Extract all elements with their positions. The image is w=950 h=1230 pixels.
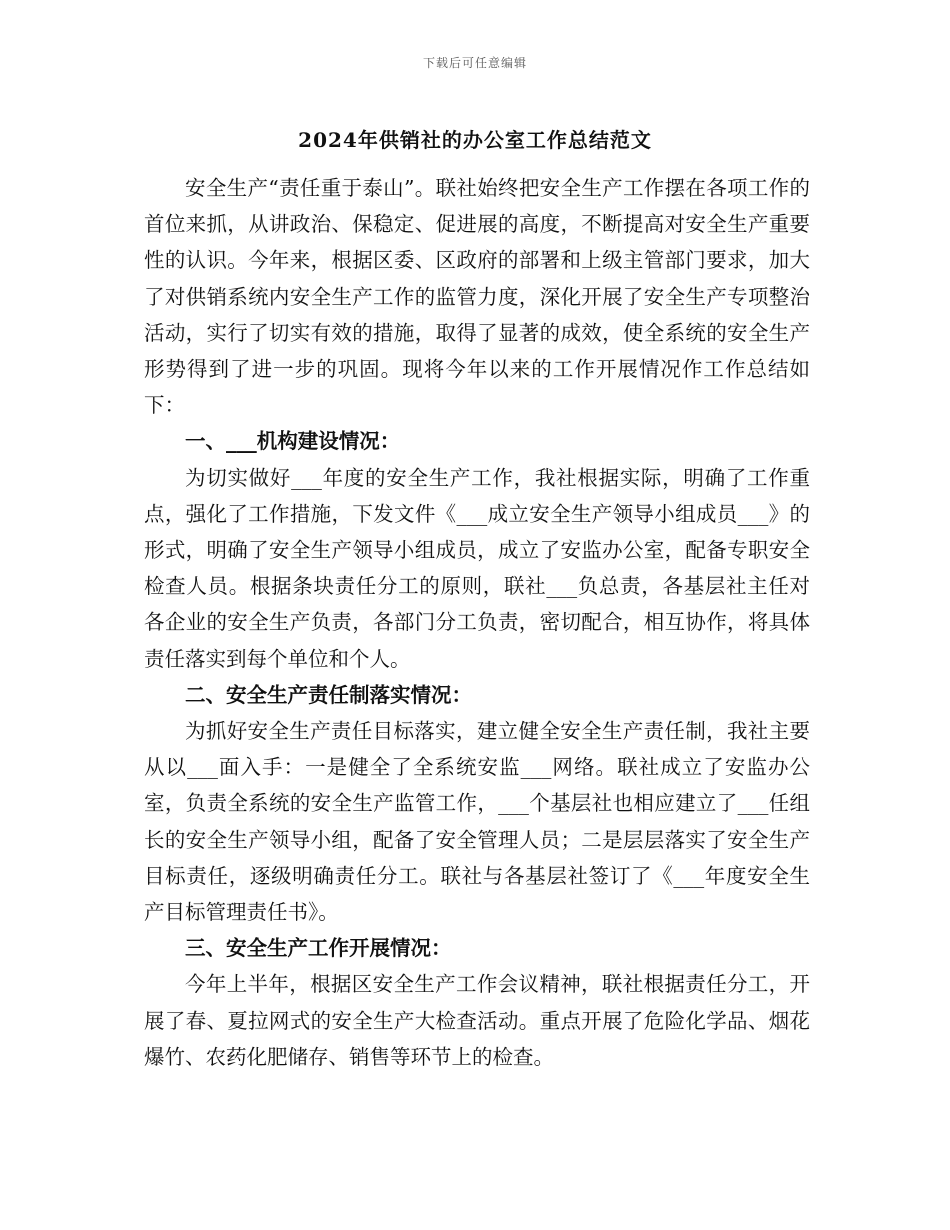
section-2-heading: 二、安全生产责任制落实情况： [185, 682, 472, 707]
section-1-heading: 一、___机构建设情况： [185, 429, 401, 454]
document-title: 2024年供销社的办公室工作总结范文 [298, 128, 652, 152]
header-note: 下载后可任意编辑 [422, 56, 527, 70]
section-1-body: 为切实做好___年度的安全生产工作，我社根据实际，明确了工作重点，强化了工作措施，下发文件《___成立安全生产领导小组成员___》的形式，明确了安全生产领导小组成员，成立了安监办公室，配备专职安全检查人员。根据条块责任分工的原则，联社___负总责，各基层社主任对各企业的安全生产负责，各部门分工负责，密切配合，相互协作，将具体责任落实到每个单位和个人。 [144, 465, 810, 671]
document-body [144, 170, 810, 1075]
section-3-body: 今年上半年，根据区安全生产工作会议精神，联社根据责任分工，开展了春、夏拉网式的安全生产大检查活动。重点开展了危险化学品、烟花爆竹、农药化肥储存、销售等环节上的检查。 [144, 972, 810, 1069]
section-2-body: 为抓好安全生产责任目标落实，建立健全安全生产责任制，我社主要从以___面入手：一是健全了全系统安监___网络。联社成立了安监办公室，负责全系统的安全生产监管工作，___个基层社也相应建立了___任组长的安全生产领导小组，配备了安全管理人员；二是层层落实了安全生产目标责任，逐级明确责任分工。联社与各基层社签订了《___年度安全生产目标管理责任书》。 [144, 719, 810, 925]
section-3-heading: 三、安全生产工作开展情况： [185, 936, 452, 961]
intro-paragraph: 安全生产“责任重于泰山”。联社始终把安全生产工作摆在各项工作的首位来抓，从讲政治、保稳定、促进展的高度，不断提高对安全生产重要性的认识。今年来，根据区委、区政府的部署和上级主管部门要求，加大了对供销系统内安全生产工作的监管力度，深化开展了安全生产专项整治活动，实行了切实有效的措施，取得了显著的成效，使全系统的安全生产形势得到了进一步的巩固。现将今年以来的工作开展情况作工作总结如下： [144, 176, 810, 418]
